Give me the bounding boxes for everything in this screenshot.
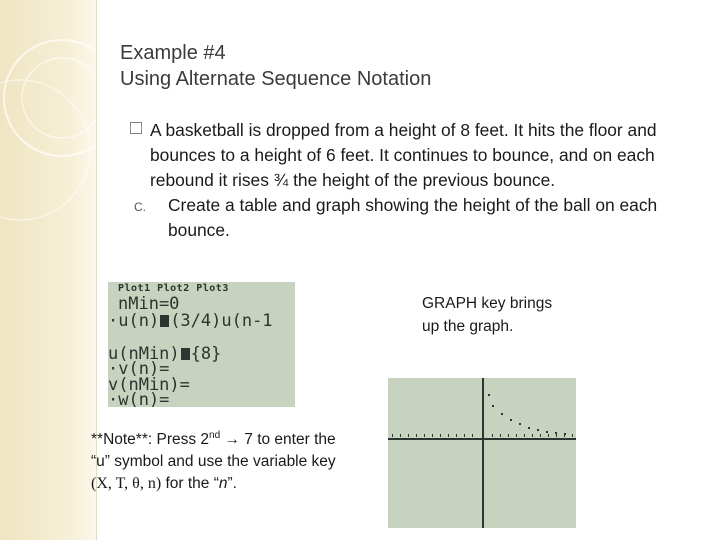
calc-line-v-nmin: v(nMin)= [108, 375, 190, 395]
note-part-3: for the “ [161, 475, 219, 493]
note-part-4: ”. [227, 475, 237, 493]
note-part-2: 7 to enter the “u” symbol and use the variable key [91, 431, 336, 471]
graph-key-note: GRAPH key brings up the graph. [422, 295, 553, 335]
calc-line-nmin: nMin=0 [118, 294, 180, 314]
note-italic-n: n [218, 475, 228, 493]
decorative-circles-icon [0, 0, 96, 540]
decorative-side-band [0, 0, 96, 540]
sub-item-c [130, 193, 715, 243]
bullet-text: A basketball is dropped from a height of 8 feet. It hits the floor and bounces to a height of 6 feet. It continues to bounce, and on each rebound it rises ¾ the height of the previous bounce. [150, 120, 657, 190]
slide-title [120, 40, 431, 92]
note-part-1: **Note**: Press 2 [91, 431, 210, 449]
box-bullet-icon [130, 122, 142, 134]
bullet-item [130, 118, 715, 193]
equals-block-icon [181, 348, 190, 360]
calc-line-w: ·w(n)= [108, 390, 170, 407]
right-arrow-icon: → [224, 431, 240, 449]
calculator-graph-screen [388, 378, 576, 528]
sub-item-marker: C. [134, 200, 146, 214]
variable-key-label: (X, T, θ, n) [91, 475, 162, 493]
calc-u-nmin-value: {8} [190, 344, 222, 364]
calc-plot-header: Plot1 Plot2 Plot3 [118, 283, 229, 294]
note-superscript: nd [209, 430, 221, 441]
calc-u-nmin-label: u(nMin) [108, 344, 180, 364]
calc-u-expression: (3/4)u(n-1 [170, 311, 273, 331]
sequence-points [488, 394, 566, 435]
graph-plot-icon [388, 378, 576, 528]
title-line-2: Using Alternate Sequence Notation [120, 68, 432, 90]
title-line-1: Example #4 [120, 42, 226, 64]
equals-block-icon [160, 315, 169, 327]
bullet-list [130, 118, 715, 243]
sub-item-text: Create a table and graph showing the height of the ball on each bounce. [168, 195, 658, 240]
calc-u-label: ·u(n) [108, 311, 160, 331]
calculator-sequence-screen [108, 282, 295, 407]
calc-line-v: ·v(n)= [108, 359, 170, 379]
calculator-note [91, 425, 351, 495]
calc-line-u-formula [108, 311, 273, 331]
